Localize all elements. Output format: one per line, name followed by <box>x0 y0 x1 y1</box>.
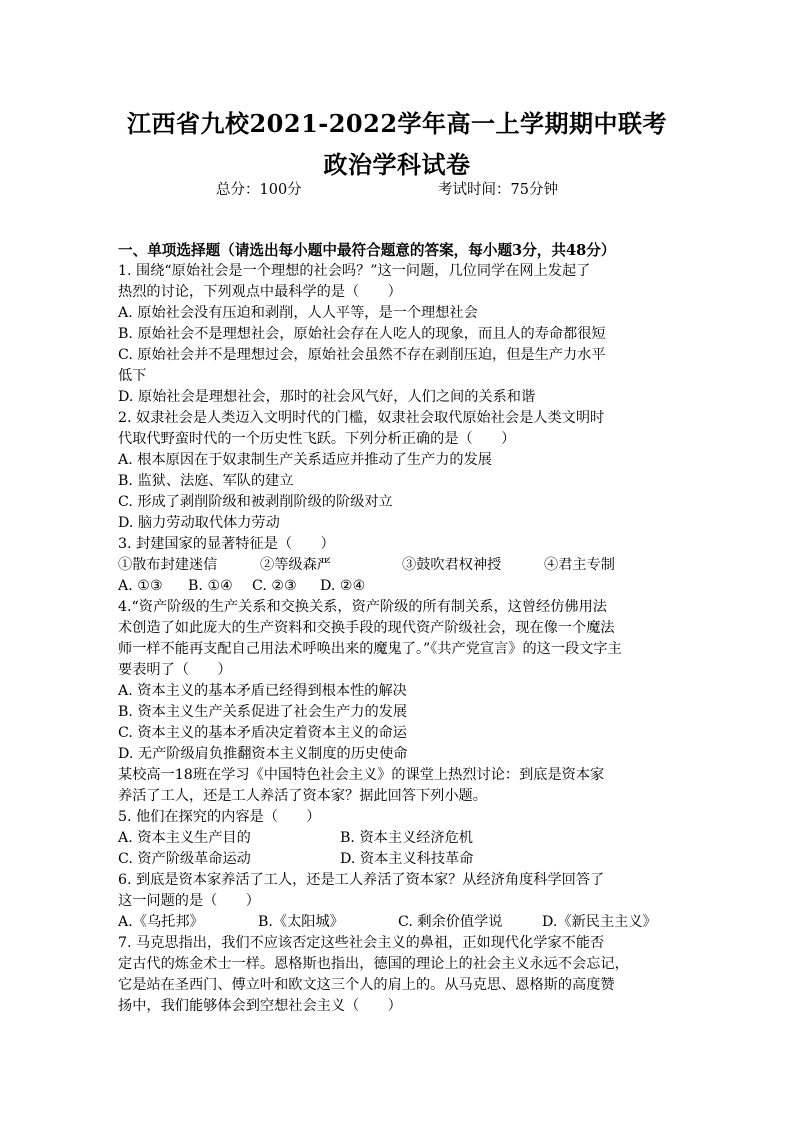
q4-stem-line-4: 要表明了（ ） <box>118 662 232 678</box>
q3-item-3: ③鼓吹君权神授 <box>402 557 502 573</box>
q3-items <box>118 555 684 576</box>
q5-option-d: D. 资本主义科技革命 <box>340 851 474 867</box>
q1-option-a: A. 原始社会没有压迫和剥削，人人平等，是一个理想社会 <box>118 305 478 321</box>
q7-stem-line-1: 7. 马克思指出，我们不应该否定这些社会主义的鼻祖，正如现代化学家不能否 <box>118 935 605 951</box>
q3-option-b: B. ①④ <box>188 578 233 594</box>
q4-stem-line-3: 师一样不能再支配自己用法术呼唤出来的魔鬼了。”《共产党宣言》的这一段文字主 <box>118 641 622 657</box>
q1-option-c-line-2: 低下 <box>118 368 147 384</box>
total-score: 总分：100分 <box>216 182 302 198</box>
exam-title: 江西省九校2021-2022学年高一上学期期中联考 <box>126 109 668 138</box>
q3-item-2: ②等级森严 <box>260 557 331 573</box>
q4-option-d: D. 无产阶级肩负推翻资本主义制度的历史使命 <box>118 746 408 762</box>
q7-stem-line-4: 扬中，我们能够体会到空想社会主义（ ） <box>118 998 402 1014</box>
q6-option-b: B.《太阳城》 <box>258 914 344 930</box>
question-body <box>118 240 684 1017</box>
q6-stem-line-2: 这一问题的是（ ） <box>118 893 260 909</box>
q1-stem-line-2: 热烈的讨论，下列观点中最科学的是（ ） <box>118 284 402 300</box>
q4-option-a: A. 资本主义的基本矛盾已经得到根本性的解决 <box>118 683 407 699</box>
q2-stem-line-1: 2. 奴隶社会是人类迈入文明时代的门槛，奴隶社会取代原始社会是人类文明时 <box>118 410 605 426</box>
q3-option-a: A. ①③ <box>118 578 163 594</box>
q5-stem: 5. 他们在探究的内容是（ ） <box>118 809 321 825</box>
q5-options-row-2 <box>118 849 684 870</box>
q2-option-d: D. 脑力劳动取代体力劳动 <box>118 515 280 531</box>
material-line-1: 某校高一18班在学习《中国特色社会主义》的课堂上热烈讨论：到底是资本家 <box>118 767 605 783</box>
q3-option-d: D. ②④ <box>320 578 366 594</box>
q3-item-4: ④君主专制 <box>544 557 615 573</box>
section-heading: 一、单项选择题（请选出每小题中最符合题意的答案，每小题3分，共48分） <box>118 242 616 259</box>
q6-options <box>118 912 684 933</box>
q3-options <box>118 576 684 597</box>
q5-option-c: C. 资产阶级革命运动 <box>118 851 251 867</box>
q5-option-b: B. 资本主义经济危机 <box>340 830 473 846</box>
q4-option-c: C. 资本主义的基本矛盾决定着资本主义的命运 <box>118 725 407 741</box>
q6-option-d: D.《新民主主义》 <box>542 914 657 930</box>
q4-option-b: B. 资本主义生产关系促进了社会生产力的发展 <box>118 704 408 720</box>
q4-stem-line-2: 术创造了如此庞大的生产资料和交换手段的现代资产阶级社会，现在像一个魔法 <box>118 620 615 636</box>
q5-options-row-1 <box>118 828 684 849</box>
q4-stem-line-1: 4.“资产阶级的生产关系和交换关系，资产阶级的所有制关系，这曾经仿佛用法 <box>118 599 607 615</box>
q2-option-b: B. 监狱、法庭、军队的建立 <box>118 473 294 489</box>
q1-option-c-line-1: C. 原始社会并不是理想过会，原始社会虽然不存在剥削压迫，但是生产力水平 <box>118 347 606 363</box>
q5-option-a: A. 资本主义生产目的 <box>118 830 251 846</box>
q3-option-c: C. ②③ <box>252 578 297 594</box>
exam-time: 考试时间：75分钟 <box>438 182 558 198</box>
q6-stem-line-1: 6. 到底是资本家养活了工人，还是工人养活了资本家？从经济角度科学回答了 <box>118 872 605 888</box>
q6-option-a: A.《乌托邦》 <box>118 914 204 930</box>
q6-option-c: C. 剩余价值学说 <box>398 914 503 930</box>
q2-option-a: A. 根本原因在于奴隶制生产关系适应并推动了生产力的发展 <box>118 452 492 468</box>
q2-option-c: C. 形成了剥削阶级和被剥削阶级的阶级对立 <box>118 494 393 510</box>
q1-option-d: D. 原始社会是理想社会，那时的社会风气好，人们之间的关系和谐 <box>118 389 536 405</box>
q1-stem-line-1: 1. 围绕“原始社会是一个理想的社会吗？”这一问题，几位同学在网上发起了 <box>118 263 591 279</box>
q7-stem-line-3: 它是站在圣西门、傅立叶和欧文这三个人的肩上的。从马克思、恩格斯的高度赞 <box>118 977 615 993</box>
q1-option-b: B. 原始社会不是理想社会，原始社会存在人吃人的现象，而且人的寿命都很短 <box>118 326 606 342</box>
exam-subtitle: 政治学科试卷 <box>323 150 471 179</box>
q3-stem: 3. 封建国家的显著特征是（ ） <box>118 536 335 552</box>
q7-stem-line-2: 定古代的炼金术士一样。恩格斯也指出，德国的理论上的社会主义永远不会忘记， <box>118 956 629 972</box>
material-line-2: 养活了工人，还是工人养活了资本家？据此回答下列小题。 <box>118 788 487 804</box>
q3-item-1: ①散布封建迷信 <box>118 557 218 573</box>
q2-stem-line-2: 代取代野蛮时代的一个历史性飞跃。下列分析正确的是（ ） <box>118 431 516 447</box>
